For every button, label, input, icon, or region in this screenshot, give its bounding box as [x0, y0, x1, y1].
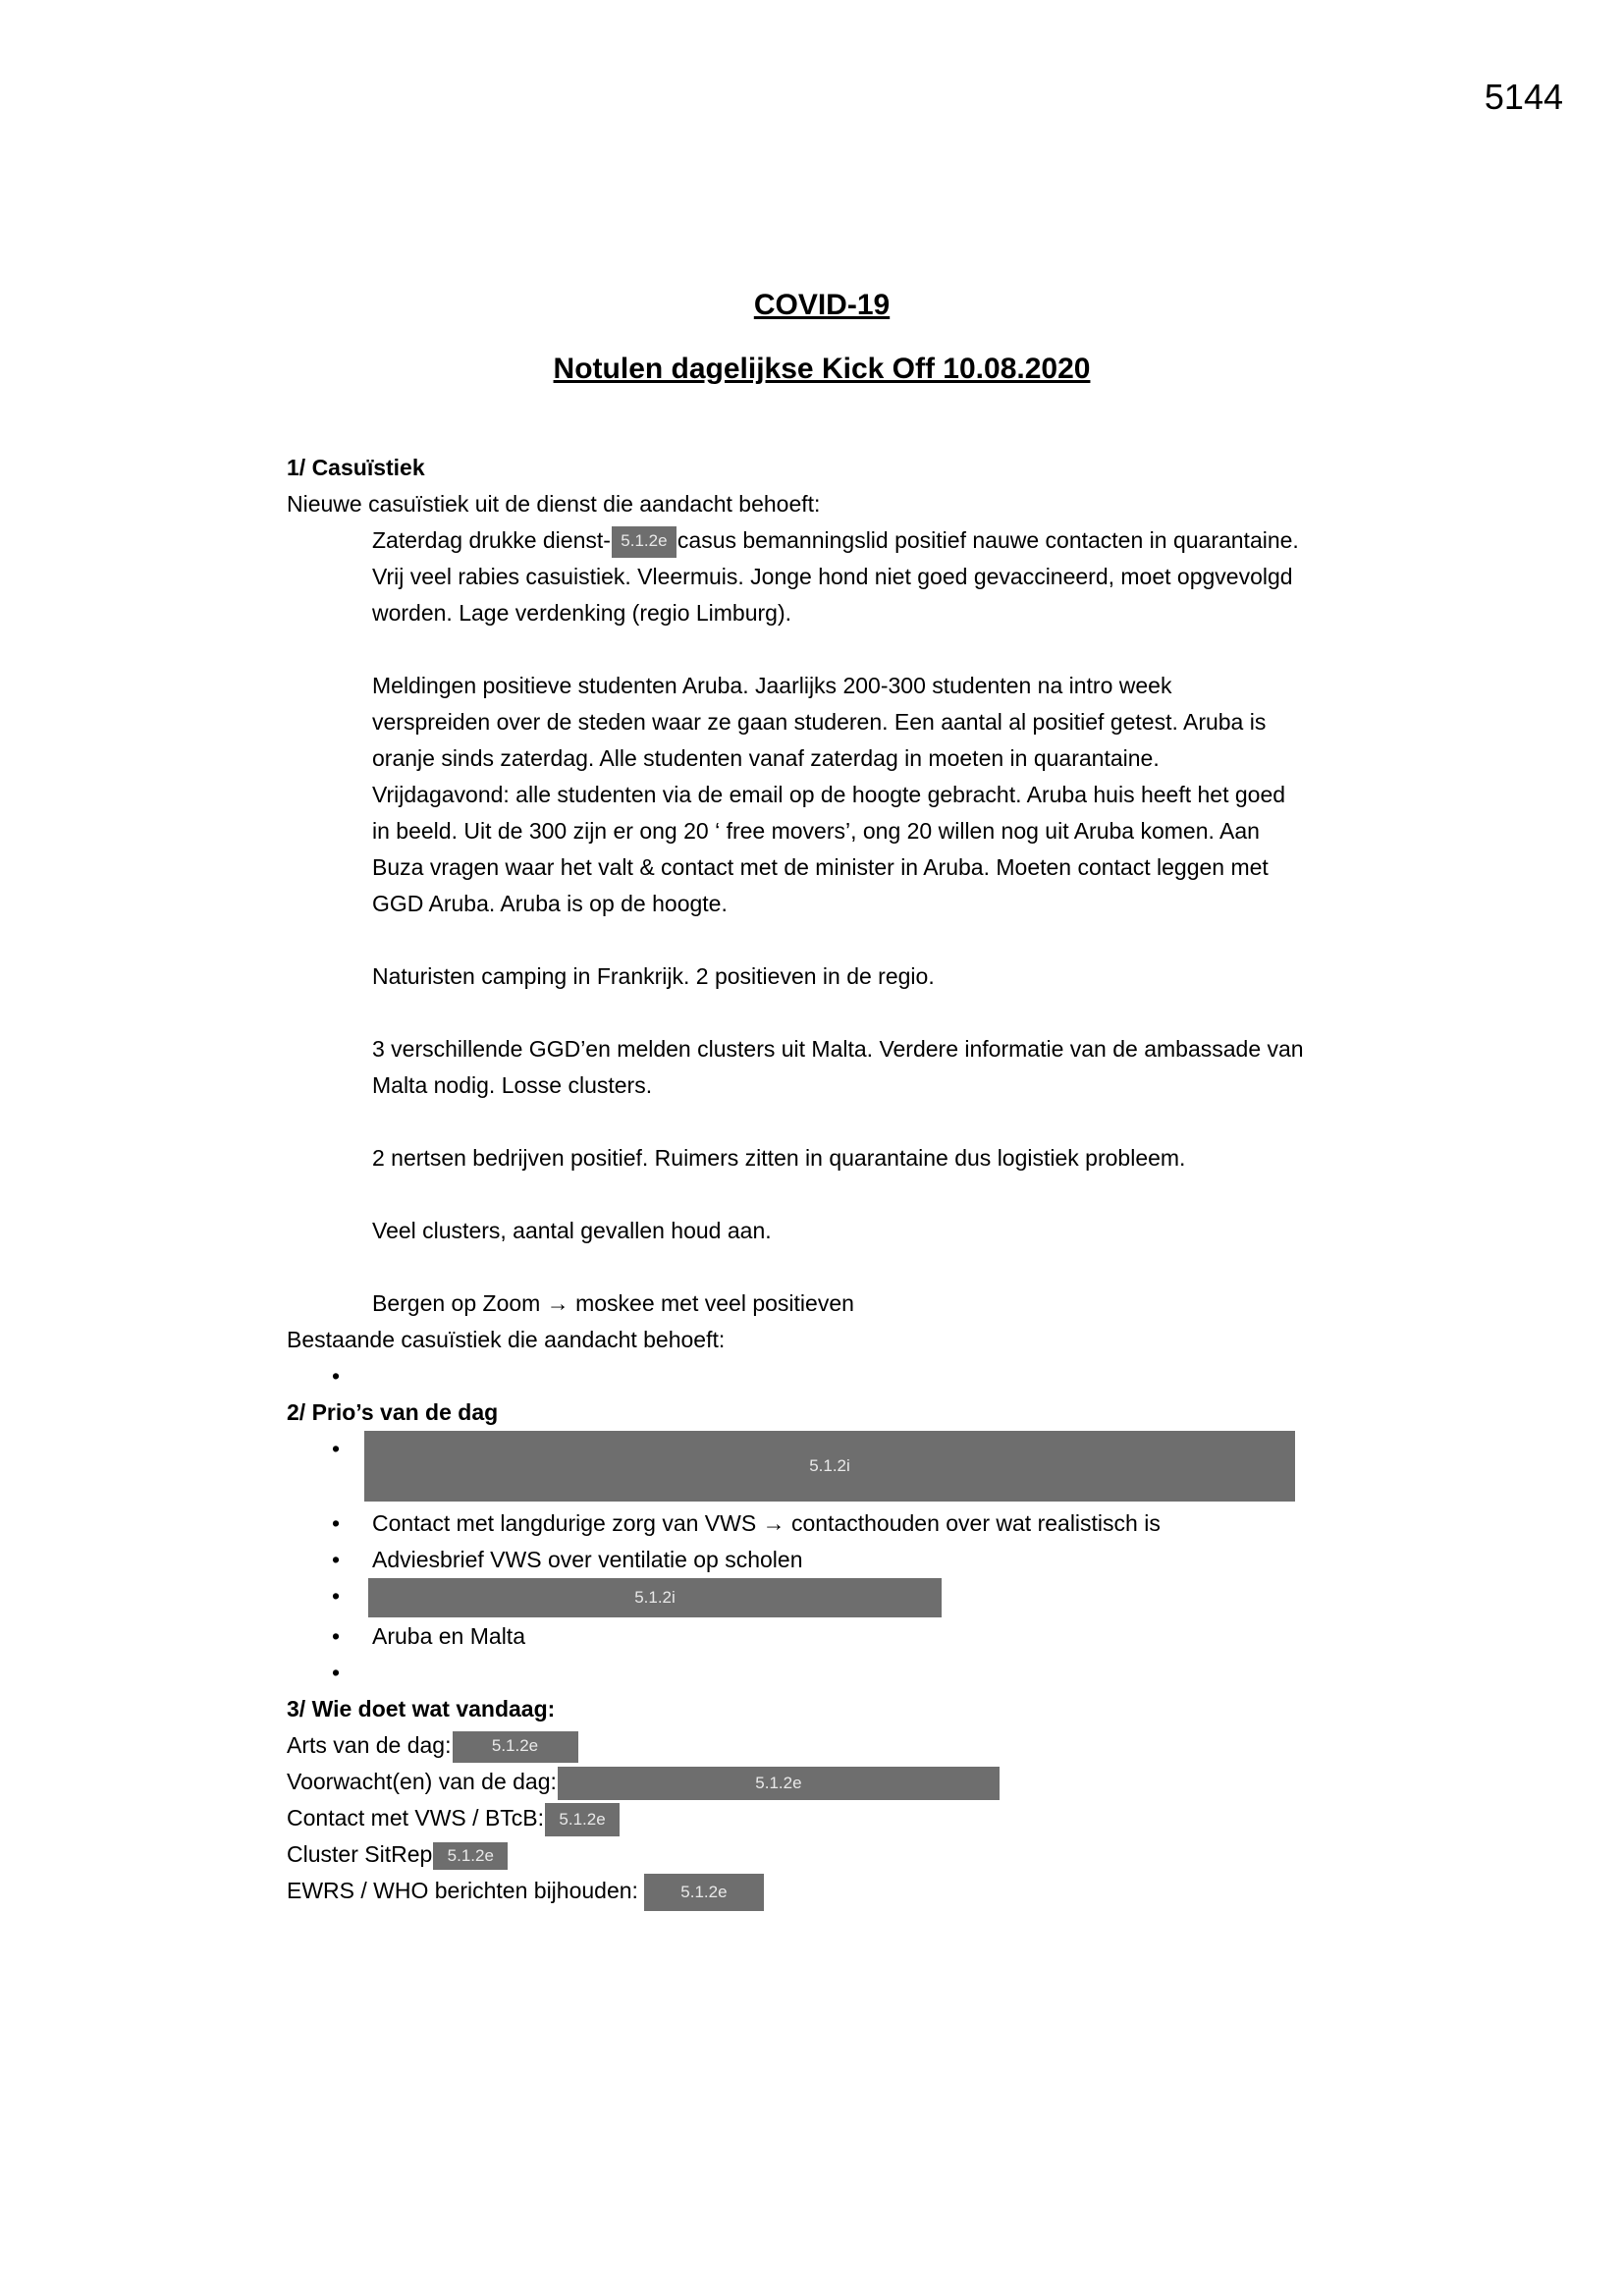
p1-line-3: worden. Lage verdenking (regio Limburg). — [372, 600, 792, 626]
text-line: Malta nodig. Losse clusters. — [372, 1072, 653, 1098]
list-item — [287, 1655, 1367, 1691]
priority-text: Adviesbrief VWS over ventilatie op scholen — [372, 1547, 803, 1572]
list-item — [287, 1358, 1367, 1394]
assignment-row — [287, 1800, 1367, 1836]
priority-text: Aruba en Malta — [372, 1623, 525, 1649]
text-line: 3 verschillende GGD’en melden clusters uit Malta. Verdere informatie van de ambassade van — [372, 1036, 1304, 1062]
text-line: Vrijdagavond: alle studenten via de email op de hoogte gebracht. Aruba huis heeft het goed — [372, 782, 1286, 807]
assignment-label: Arts van de dag: — [287, 1732, 452, 1758]
case-paragraph-malta — [287, 1031, 1367, 1104]
case-paragraph-clusters: Veel clusters, aantal gevallen houd aan. — [372, 1218, 772, 1243]
list-item — [287, 1431, 1367, 1502]
assignment-row — [287, 1764, 1367, 1800]
redaction-box: 5.1.2i — [364, 1431, 1295, 1502]
text-line: Buza vragen waar het valt & contact met de minister in Aruba. Moeten contact leggen met — [372, 854, 1269, 880]
case-paragraph-1 — [287, 522, 1367, 631]
bullet: • — [332, 1436, 341, 1461]
assignment-row — [287, 1727, 1367, 1764]
redaction-box: 5.1.2e — [453, 1731, 578, 1763]
case-paragraph-bergen: Bergen op Zoom → moskee met veel positieven — [372, 1290, 854, 1316]
case-paragraph-camping: Naturisten camping in Frankrijk. 2 positieven in de regio. — [372, 963, 935, 989]
text-line: oranje sinds zaterdag. Alle studenten vanaf zaterdag in moeten in quarantaine. — [372, 745, 1160, 771]
page-number: 5144 — [1484, 77, 1563, 117]
bullet: • — [332, 1660, 341, 1685]
text-line: in beeld. Uit de 300 zijn er ong 20 ‘ free movers’, ong 20 willen nog uit Aruba komen. Aan — [372, 818, 1260, 844]
document-title: COVID-19 — [753, 289, 891, 321]
priorities-list — [287, 1431, 1367, 1691]
section-3-heading: 3/ Wie doet wat vandaag: — [287, 1696, 556, 1722]
bullet: • — [332, 1623, 341, 1649]
existing-cases-list — [287, 1358, 1367, 1394]
redaction-box: 5.1.2i — [368, 1578, 942, 1617]
text-line: Meldingen positieve studenten Aruba. Jaarlijks 200-300 studenten na intro week — [372, 673, 1172, 698]
priority-text: Contact met langdurige zorg van VWS → contacthouden over wat realistisch is — [372, 1510, 1161, 1536]
p1-line-2: Vrij veel rabies casuistiek. Vleermuis. Jonge hond niet goed gevaccineerd, moet opgvevolgd — [372, 564, 1293, 589]
bullet: • — [332, 1510, 341, 1536]
case-paragraph-mink: 2 nertsen bedrijven positief. Ruimers zitten in quarantaine dus logistiek probleem. — [372, 1145, 1186, 1171]
p1-after: casus bemanningslid positief nauwe contacten in quarantaine. — [677, 527, 1299, 553]
redaction-box: 5.1.2e — [545, 1803, 620, 1836]
assignment-label: EWRS / WHO berichten bijhouden: — [287, 1878, 638, 1903]
minutes-body — [287, 450, 1367, 1911]
list-item — [287, 1618, 1367, 1655]
assignment-row — [287, 1873, 1367, 1911]
document-subtitle: Notulen dagelijkse Kick Off 10.08.2020 — [553, 353, 1091, 385]
section-1-heading: 1/ Casuïstiek — [287, 455, 425, 480]
list-item — [287, 1578, 1367, 1618]
assignment-row — [287, 1836, 1367, 1873]
new-cases-label: Nieuwe casuïstiek uit de dienst die aandacht behoeft: — [287, 491, 821, 517]
bullet: • — [332, 1583, 341, 1609]
bullet: • — [332, 1363, 341, 1389]
redaction-box: 5.1.2e — [612, 526, 677, 558]
bullet: • — [332, 1547, 341, 1572]
list-item — [287, 1505, 1367, 1542]
assignment-label: Cluster SitRep — [287, 1841, 433, 1867]
section-2-heading: 2/ Prio’s van de dag — [287, 1399, 499, 1425]
assignment-label: Contact met VWS / BTcB: — [287, 1805, 545, 1831]
redaction-box: 5.1.2e — [433, 1842, 508, 1870]
assignment-label: Voorwacht(en) van de dag: — [287, 1769, 557, 1794]
redaction-box: 5.1.2e — [644, 1874, 764, 1911]
case-paragraph-aruba — [287, 668, 1367, 922]
list-item — [287, 1542, 1367, 1578]
text-line: GGD Aruba. Aruba is op de hoogte. — [372, 891, 728, 916]
p1-before: Zaterdag drukke dienst- — [372, 527, 611, 553]
redaction-box: 5.1.2e — [558, 1767, 1000, 1800]
text-line: verspreiden over de steden waar ze gaan studeren. Een aantal al positief getest. Aruba is — [372, 709, 1267, 735]
existing-cases-label: Bestaande casuïstiek die aandacht behoeft: — [287, 1327, 726, 1352]
